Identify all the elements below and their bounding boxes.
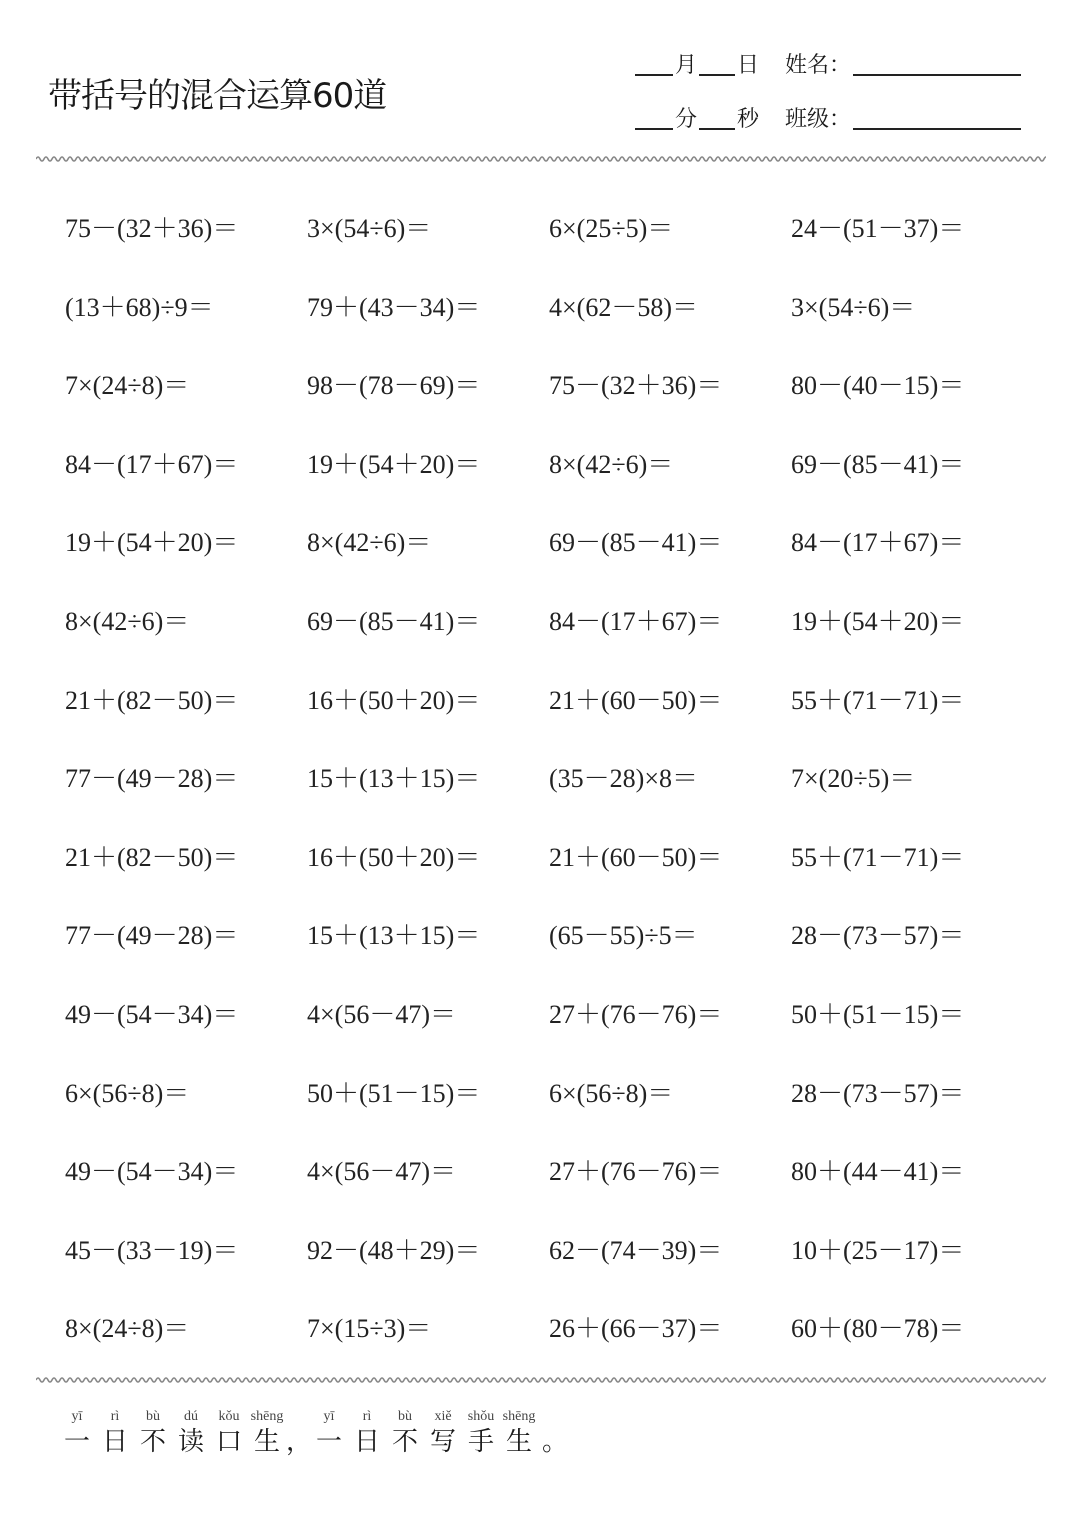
motto-pinyin: rì [110, 1409, 120, 1424]
motto-char [250, 1408, 284, 1458]
motto-pinyin: rì [362, 1409, 372, 1424]
motto-pinyin: shēng [250, 1409, 284, 1424]
problem-13-3: 27＋(76－76)＝ [549, 1157, 723, 1186]
motto-char [350, 1408, 384, 1458]
problem-7-3: 21＋(60－50)＝ [549, 686, 723, 715]
second-label: 秒 [737, 107, 760, 132]
problem-11-2: 4×(56－47)＝ [307, 1000, 456, 1029]
bottom-wavy-divider [36, 1375, 1046, 1385]
motto-char [136, 1408, 170, 1458]
problem-9-3: 21＋(60－50)＝ [549, 843, 723, 872]
problem-12-2: 50＋(51－15)＝ [307, 1079, 481, 1108]
month-label: 月 [675, 53, 698, 78]
motto-char [312, 1408, 346, 1458]
problem-3-3: 75－(32＋36)＝ [549, 371, 723, 400]
problem-8-2: 15＋(13＋15)＝ [307, 764, 481, 793]
motto-hanzi: 写 [429, 1427, 456, 1457]
problem-3-4: 80－(40－15)＝ [791, 371, 965, 400]
motto-pinyin: yī [71, 1409, 83, 1424]
problem-12-1: 6×(56÷8)＝ [65, 1079, 190, 1108]
problem-15-2: 7×(15÷3)＝ [307, 1314, 432, 1343]
problem-10-2: 15＋(13＋15)＝ [307, 921, 481, 950]
problem-11-4: 50＋(51－15)＝ [791, 1000, 965, 1029]
name-field[interactable] [853, 74, 1021, 76]
problem-7-2: 16＋(50＋20)＝ [307, 686, 481, 715]
problem-7-4: 55＋(71－71)＝ [791, 686, 965, 715]
date-row [633, 48, 1033, 88]
problem-15-4: 60＋(80－78)＝ [791, 1314, 965, 1343]
motto-pinyin: dú [184, 1409, 198, 1424]
day-blank[interactable] [699, 74, 735, 76]
problem-4-1: 84－(17＋67)＝ [65, 450, 239, 479]
problem-5-1: 19＋(54＋20)＝ [65, 528, 239, 557]
problem-5-3: 69－(85－41)＝ [549, 528, 723, 557]
motto-hanzi: 口 [215, 1427, 242, 1457]
motto-char [174, 1408, 208, 1458]
motto-hanzi: 一 [315, 1427, 342, 1457]
motto-hanzi: 生 [505, 1427, 532, 1457]
motto-char [538, 1408, 572, 1458]
problem-8-1: 77－(49－28)＝ [65, 764, 239, 793]
name-label: 姓名： [785, 53, 852, 78]
problem-12-3: 6×(56÷8)＝ [549, 1079, 674, 1108]
problem-14-1: 45－(33－19)＝ [65, 1236, 239, 1265]
class-label: 班级： [785, 107, 852, 132]
motto-pinyin: bù [398, 1409, 412, 1424]
motto-hanzi: ， [285, 1427, 312, 1457]
problem-15-3: 26＋(66－37)＝ [549, 1314, 723, 1343]
page-title: 带括号的混合运算60道 [48, 76, 387, 116]
problem-1-4: 24－(51－37)＝ [791, 214, 965, 243]
motto-hanzi: 日 [353, 1427, 380, 1457]
class-field[interactable] [853, 128, 1021, 130]
problem-8-4: 7×(20÷5)＝ [791, 764, 916, 793]
problem-10-1: 77－(49－28)＝ [65, 921, 239, 950]
problem-6-4: 19＋(54＋20)＝ [791, 607, 965, 636]
motto-char [98, 1408, 132, 1458]
problem-2-1: (13＋68)÷9＝ [65, 293, 214, 322]
motto-pinyin: shēng [502, 1409, 536, 1424]
problem-2-3: 4×(62－58)＝ [549, 293, 698, 322]
problem-4-3: 8×(42÷6)＝ [549, 450, 674, 479]
problem-8-3: (35－28)×8＝ [549, 764, 698, 793]
time-row [633, 102, 1033, 142]
motto-pinyin: yī [323, 1409, 335, 1424]
motto-hanzi: 不 [391, 1427, 418, 1457]
motto-pinyin: xiě [434, 1409, 452, 1424]
motto-hanzi: 手 [467, 1427, 494, 1457]
problem-9-2: 16＋(50＋20)＝ [307, 843, 481, 872]
problem-2-2: 79＋(43－34)＝ [307, 293, 481, 322]
motto-hanzi: 。 [541, 1427, 568, 1457]
problem-13-4: 80＋(44－41)＝ [791, 1157, 965, 1186]
motto-hanzi: 生 [253, 1427, 280, 1457]
problem-11-1: 49－(54－34)＝ [65, 1000, 239, 1029]
problem-5-4: 84－(17＋67)＝ [791, 528, 965, 557]
motto-char [388, 1408, 422, 1458]
problem-12-4: 28－(73－57)＝ [791, 1079, 965, 1108]
top-wavy-divider [36, 154, 1046, 164]
problem-1-1: 75－(32＋36)＝ [65, 214, 239, 243]
motto-hanzi: 读 [177, 1427, 204, 1457]
problem-5-2: 8×(42÷6)＝ [307, 528, 432, 557]
problem-14-2: 92－(48＋29)＝ [307, 1236, 481, 1265]
problem-10-4: 28－(73－57)＝ [791, 921, 965, 950]
motto-pinyin: bù [146, 1409, 160, 1424]
motto-char [282, 1408, 316, 1458]
motto-pinyin [538, 1408, 572, 1426]
motto-char [464, 1408, 498, 1458]
problem-9-1: 21＋(82－50)＝ [65, 843, 239, 872]
motto-pinyin: kǒu [218, 1409, 240, 1424]
motto-pinyin [282, 1408, 316, 1426]
problem-6-3: 84－(17＋67)＝ [549, 607, 723, 636]
problem-2-4: 3×(54÷6)＝ [791, 293, 916, 322]
problem-9-4: 55＋(71－71)＝ [791, 843, 965, 872]
minute-label: 分 [675, 107, 698, 132]
problem-6-2: 69－(85－41)＝ [307, 607, 481, 636]
problem-4-4: 69－(85－41)＝ [791, 450, 965, 479]
problem-15-1: 8×(24÷8)＝ [65, 1314, 190, 1343]
day-label: 日 [737, 53, 760, 78]
problem-7-1: 21＋(82－50)＝ [65, 686, 239, 715]
problem-13-1: 49－(54－34)＝ [65, 1157, 239, 1186]
motto-char [426, 1408, 460, 1458]
problem-6-1: 8×(42÷6)＝ [65, 607, 190, 636]
problem-11-3: 27＋(76－76)＝ [549, 1000, 723, 1029]
motto-char [212, 1408, 246, 1458]
motto-char [502, 1408, 536, 1458]
month-blank[interactable] [635, 74, 673, 76]
motto-hanzi: 不 [139, 1427, 166, 1457]
motto-hanzi: 一 [63, 1427, 90, 1457]
problem-14-4: 10＋(25－17)＝ [791, 1236, 965, 1265]
motto-char [60, 1408, 94, 1458]
problem-13-2: 4×(56－47)＝ [307, 1157, 456, 1186]
problem-14-3: 62－(74－39)＝ [549, 1236, 723, 1265]
problem-1-3: 6×(25÷5)＝ [549, 214, 674, 243]
problem-3-2: 98－(78－69)＝ [307, 371, 481, 400]
problem-3-1: 7×(24÷8)＝ [65, 371, 190, 400]
problem-1-2: 3×(54÷6)＝ [307, 214, 432, 243]
minute-blank[interactable] [635, 128, 673, 130]
problem-10-3: (65－55)÷5＝ [549, 921, 698, 950]
motto-hanzi: 日 [101, 1427, 128, 1457]
motto-pinyin: shǒu [467, 1409, 495, 1424]
problem-4-2: 19＋(54＋20)＝ [307, 450, 481, 479]
second-blank[interactable] [699, 128, 735, 130]
motto [60, 1408, 620, 1468]
